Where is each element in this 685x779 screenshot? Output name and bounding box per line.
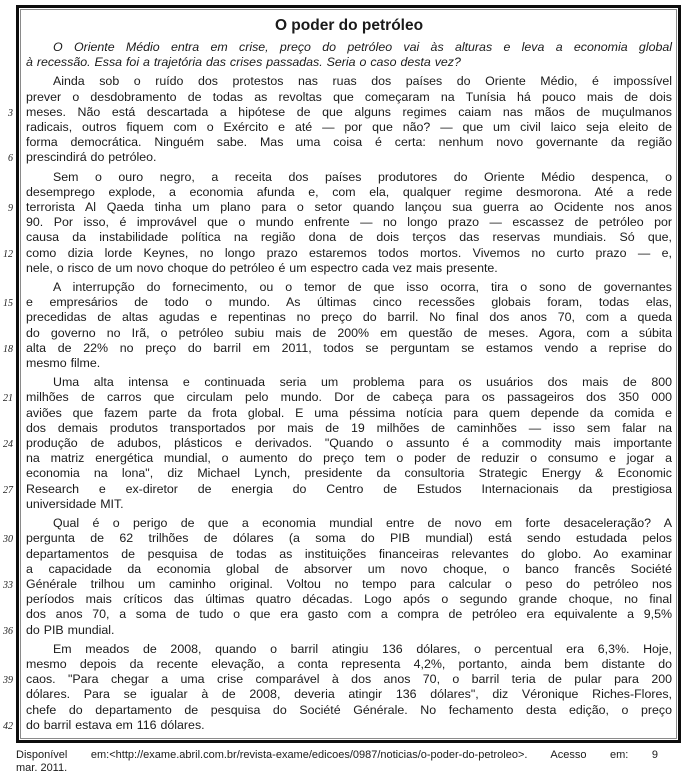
text-line: como dizia lorde Keynes, no longo prazo estaremos todos mortos. Vivemos no curto prazo — e, [26, 245, 672, 260]
text-line: economia na lona", diz Michael Lynch, presidente da consultoria Strategic Energy & Economic [26, 466, 672, 481]
text-line: na matriz energética mundial, o aumento do preço tem o poder de reduzir o consumo e jogar a [26, 451, 672, 466]
paragraph [26, 516, 672, 638]
text-line: Uma alta intensa e continuada seria um problema para os usuários dos mais de 800 [53, 375, 672, 390]
text-line: dos demais produtos transportados por mais de 19 milhões de caminhões — isso sem falar na [26, 420, 672, 435]
source-line-2: mar. 2011. [16, 762, 68, 775]
text-line: dólares. Para se igualar à de 2008, deveria atingir 136 dólares", diz Véronique Riches-Flores, [26, 687, 672, 702]
line-number: 36 [3, 625, 13, 637]
line-number: 18 [3, 343, 13, 355]
passage-box [16, 5, 681, 743]
passage-box-inner [20, 9, 677, 739]
passage-subtitle [26, 40, 672, 70]
text-line: O Oriente Médio entra em crise, preço do petróleo vai às alturas e leva a economia global [53, 40, 672, 54]
source-line-1: Disponível em:<http://exame.abril.com.br/revista-exame/edicoes/0987/noticias/o-poder-do-petroleo>. Acesso em: 9 [16, 748, 658, 761]
line-number: 33 [3, 579, 13, 591]
line-number: 30 [3, 534, 13, 546]
text-line: nele, o risco de um novo choque do petróleo é um espectro cada vez mais presente. [26, 260, 498, 275]
text-line: do governo no Irã, o petróleo subiu mais de 200% em questão de meses. Agora, com a súbita [26, 325, 672, 340]
text-line: Ainda sob o ruído dos protestos nas ruas dos países do Oriente Médio, é impossível [53, 74, 672, 89]
text-line: períodos mais críticos das últimas quatro décadas. Logo após o segundo grande choque, no final [26, 592, 672, 607]
paragraph [26, 170, 672, 276]
source-citation [16, 749, 658, 776]
text-line: Research e ex-diretor de energia do Centro de Estudos Internacionais da prestigiosa [26, 481, 672, 496]
line-number: 15 [3, 298, 13, 310]
text-line: Sem o ouro negro, a receita dos países produtores do Oriente Médio despenca, o [53, 169, 672, 184]
line-number: 6 [8, 153, 13, 165]
text-line: Qual é o perigo de que a economia mundial entre de novo em forte desaceleração? A [53, 516, 672, 531]
text-line: desemprego explode, a economia afunda e, com ela, qualquer regime desmorona. Até a rede [26, 184, 672, 199]
text-line: chefe do departamento de pesquisa do Société Générale. No fechamento desta edição, o preço [26, 702, 672, 717]
line-number: 12 [3, 248, 13, 260]
text-line: Générale trilhou um caminho original. Voltou no tempo para calcular o peso do petróleo nos [26, 576, 672, 591]
text-line: 90. Por isso, é improvável que o mundo enfrente — no longo prazo — escassez de petróleo por [26, 215, 672, 230]
text-line: pergunta de 62 trilhões de dólares (a soma do PIB mundial) está sendo estudada pelos [26, 531, 672, 546]
text-line: departamentos de pesquisa de todas as instituições financeiras relevantes do globo. Ao examinar [26, 546, 672, 561]
text-line: precedidas de altas agudas e repentinas no preço do barril. No final dos anos 70, com a queda [26, 310, 672, 325]
passage-text [26, 74, 672, 733]
text-line: Em meados de 2008, quando o barril atingiu 136 dólares, o percentual era 6,3%. Hoje, [53, 641, 672, 656]
text-line: aviões que fazem parte da frota global. E uma péssima notícia para quem depende da comida e [26, 405, 672, 420]
paragraph [26, 375, 672, 512]
line-number: 9 [8, 203, 13, 215]
text-line: mesmo depois da recente elevação, a conta representa 4,2%, portanto, ainda bem distante do [26, 656, 672, 671]
text-line: prescindirá do petróleo. [26, 150, 157, 165]
text-line: dos anos 70, a soma de tudo o que era gasto com a compra de petróleo era equivalente a 9,5% [26, 607, 672, 622]
paragraph [26, 280, 672, 371]
paragraph [26, 642, 672, 733]
text-line: produção de adubos, plásticos e derivados. "Quando o assunto é a commodity mais importante [26, 436, 672, 451]
text-line: à recessão. Essa foi a trajetória das crises passadas. Seria o caso desta vez? [26, 55, 461, 70]
text-line: milhões de carros que circulam pelo mundo. Dor de cabeça para os passageiros dos 350 000 [26, 390, 672, 405]
line-number: 42 [3, 720, 13, 732]
text-line: mesmo filme. [26, 356, 101, 371]
text-line: caos. "Para chegar a uma crise comparável à dos anos 70, o barril teria de pular para 200 [26, 672, 672, 687]
text-line: universidade MIT. [26, 496, 124, 511]
line-number: 27 [3, 484, 13, 496]
text-line: do barril estava em 116 dólares. [26, 717, 205, 732]
text-line: e empresários de todo o mundo. As últimas cinco recessões globais foram, todas elas, [26, 295, 672, 310]
paragraph [26, 74, 672, 165]
text-line: radicais, outros fiquem com o Exército e até — por que não? — que um civil laico seja eleito de [26, 120, 672, 135]
text-line: forma democrática. Ninguém sabe. Mas uma coisa é certa: nenhum novo governante da região [26, 135, 672, 150]
text-line: meses. Não está descartada a hipótese de que alguns regimes caiam nas mãos de muçulmanos [26, 104, 672, 119]
line-number: 21 [3, 393, 13, 405]
text-line: alta de 22% no preço do barril em 2011, todos se perguntam se estamos vendo a reprise do [26, 340, 672, 355]
line-number: 24 [3, 439, 13, 451]
line-number-gutter [0, 0, 14, 743]
text-line: prever o desdobramento de todas as revoltas que começaram na Tunísia há pouco mais de dois [26, 89, 672, 104]
text-line: causa da instabilidade política na região dona de dois terços das reservas mundiais. Só que, [26, 230, 672, 245]
text-line: a capacidade da economia global de absorver um novo choque, o banco francês Société [26, 561, 672, 576]
line-number: 39 [3, 675, 13, 687]
text-line: A interrupção do fornecimento, ou o temor de que isso ocorra, tira o sono de governantes [53, 280, 672, 295]
line-number: 3 [8, 107, 13, 119]
text-line: do PIB mundial. [26, 622, 115, 637]
passage-title: O poder do petróleo [274, 17, 424, 34]
text-line: terrorista Al Qaeda tinha um plano para o setor quando lançou sua guerra ao Ocidente nos anos [26, 200, 672, 215]
